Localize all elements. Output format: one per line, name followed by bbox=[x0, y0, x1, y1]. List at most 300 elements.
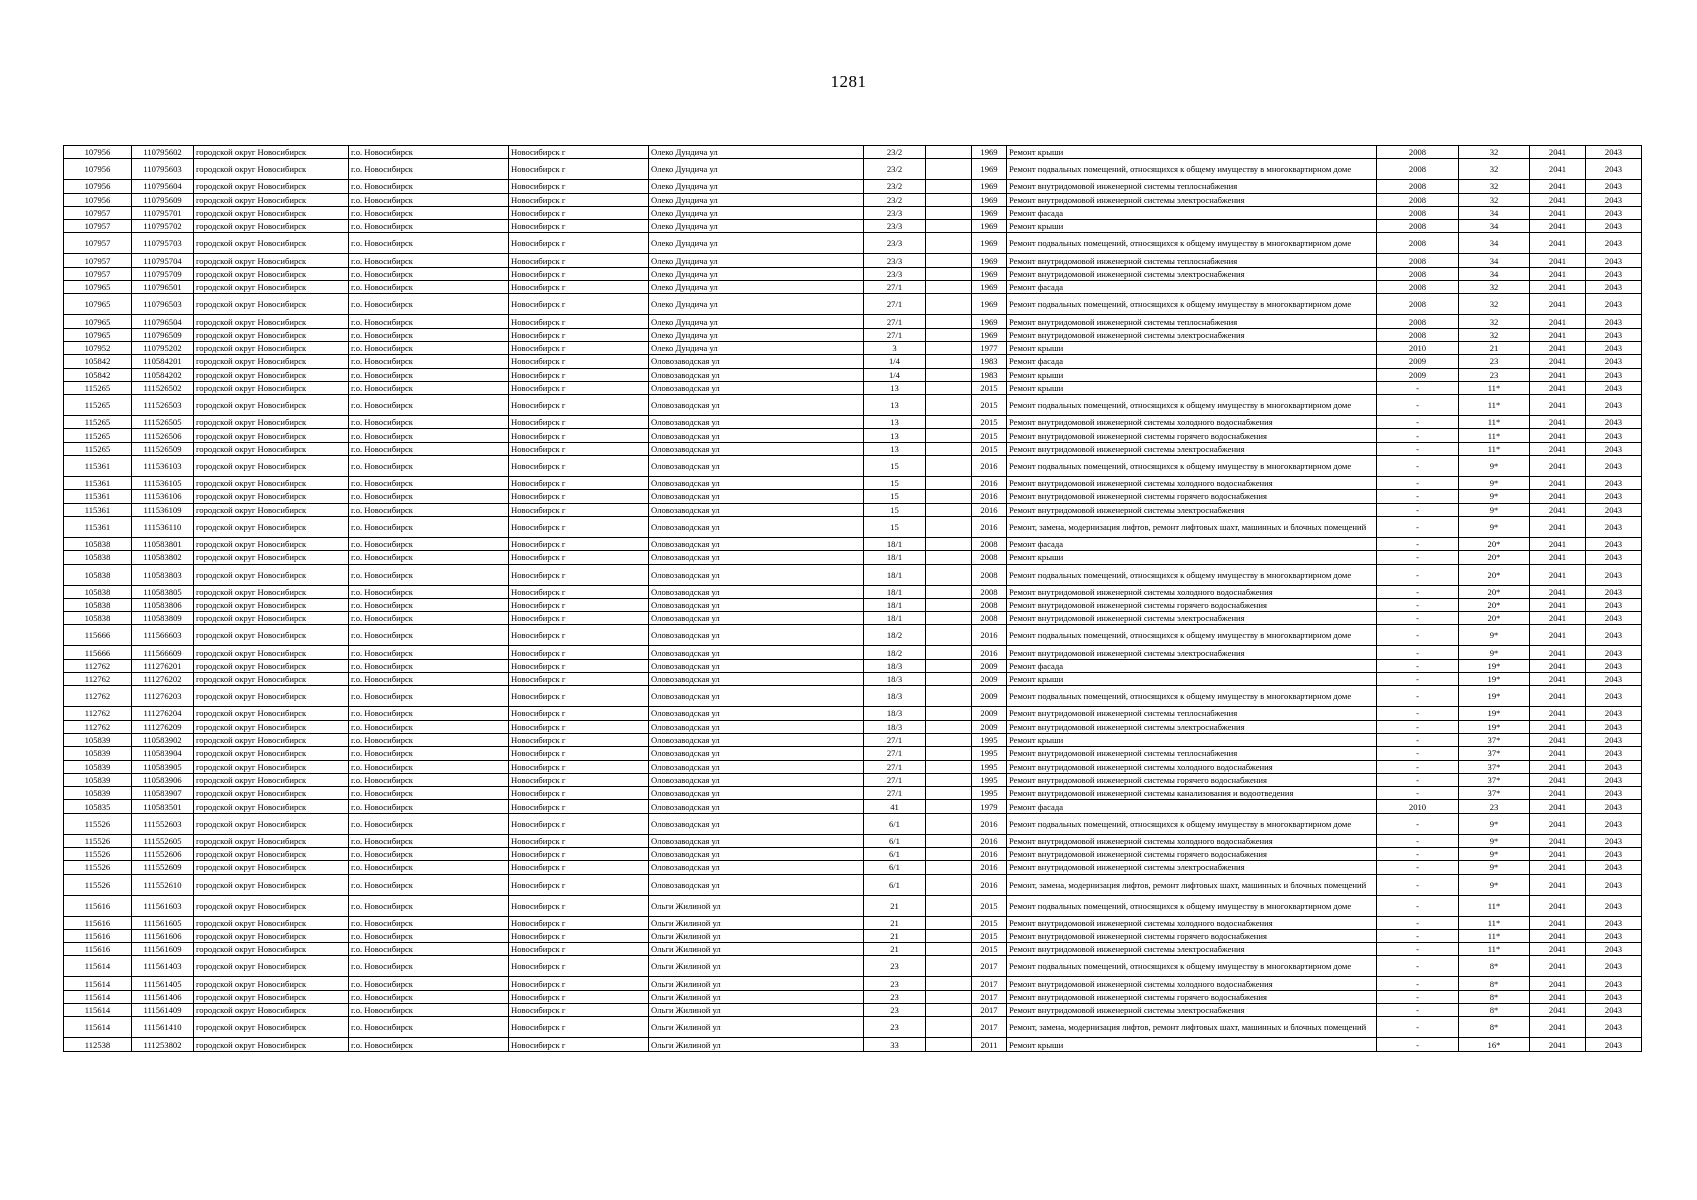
city-cell: Новосибирск г bbox=[509, 956, 649, 977]
wear-cell: 9* bbox=[1459, 516, 1530, 537]
plan-start-cell: 2041 bbox=[1530, 146, 1586, 159]
last-repair-cell: - bbox=[1377, 707, 1459, 720]
plan-end-cell: 2043 bbox=[1586, 442, 1642, 455]
street-cell: Ольги Жилиной ул bbox=[649, 977, 864, 990]
city-cell: Новосибирск г bbox=[509, 456, 649, 477]
plan-end-cell: 2043 bbox=[1586, 760, 1642, 773]
table-row bbox=[64, 1038, 1642, 1051]
house-id-cell: 115526 bbox=[64, 813, 132, 834]
plan-end-cell: 2043 bbox=[1586, 990, 1642, 1003]
plan-end-cell: 2043 bbox=[1586, 707, 1642, 720]
house-number-cell: 18/3 bbox=[864, 720, 926, 733]
city-cell: Новосибирск г bbox=[509, 395, 649, 416]
last-repair-cell: - bbox=[1377, 813, 1459, 834]
work-type-cell: Ремонт фасада bbox=[1007, 281, 1377, 294]
built-year-cell: 2015 bbox=[972, 429, 1007, 442]
street-cell: Оловозаводская ул bbox=[649, 787, 864, 800]
last-repair-cell: - bbox=[1377, 1017, 1459, 1038]
plan-end-cell: 2043 bbox=[1586, 395, 1642, 416]
plan-start-cell: 2041 bbox=[1530, 537, 1586, 550]
plan-end-cell: 2043 bbox=[1586, 416, 1642, 429]
city-cell: Новосибирск г bbox=[509, 180, 649, 193]
work-id-cell: 111552609 bbox=[132, 861, 194, 874]
municipality-cell: городской округ Новосибирск bbox=[194, 673, 349, 686]
work-id-cell: 110583902 bbox=[132, 733, 194, 746]
street-cell: Олеко Дундича ул bbox=[649, 254, 864, 267]
built-year-cell: 2017 bbox=[972, 1004, 1007, 1017]
plan-end-cell: 2043 bbox=[1586, 598, 1642, 611]
built-year-cell: 1995 bbox=[972, 747, 1007, 760]
work-type-cell: Ремонт, замена, модернизация лифтов, ремонт лифтовых шахт, машинных и блочных помещений bbox=[1007, 874, 1377, 895]
house-number-cell: 27/1 bbox=[864, 315, 926, 328]
last-repair-cell: - bbox=[1377, 673, 1459, 686]
municipality-cell: городской округ Новосибирск bbox=[194, 916, 349, 929]
city-cell: Новосибирск г bbox=[509, 193, 649, 206]
city-cell: Новосибирск г bbox=[509, 516, 649, 537]
wear-cell: 9* bbox=[1459, 456, 1530, 477]
plan-end-cell: 2043 bbox=[1586, 341, 1642, 354]
extra-cell bbox=[926, 233, 972, 254]
city-cell: Новосибирск г bbox=[509, 416, 649, 429]
plan-end-cell: 2043 bbox=[1586, 874, 1642, 895]
plan-start-cell: 2041 bbox=[1530, 874, 1586, 895]
table-row bbox=[64, 585, 1642, 598]
plan-end-cell: 2043 bbox=[1586, 612, 1642, 625]
table-row bbox=[64, 720, 1642, 733]
work-id-cell: 110796504 bbox=[132, 315, 194, 328]
table-row bbox=[64, 956, 1642, 977]
work-id-cell: 111561410 bbox=[132, 1017, 194, 1038]
built-year-cell: 1969 bbox=[972, 315, 1007, 328]
plan-end-cell: 2043 bbox=[1586, 916, 1642, 929]
table-row bbox=[64, 315, 1642, 328]
city-cell: Новосибирск г bbox=[509, 281, 649, 294]
work-id-cell: 110795704 bbox=[132, 254, 194, 267]
wear-cell: 20* bbox=[1459, 551, 1530, 564]
work-type-cell: Ремонт крыши bbox=[1007, 146, 1377, 159]
house-id-cell: 105838 bbox=[64, 537, 132, 550]
house-id-cell: 105839 bbox=[64, 733, 132, 746]
built-year-cell: 2016 bbox=[972, 516, 1007, 537]
table-row bbox=[64, 625, 1642, 646]
plan-start-cell: 2041 bbox=[1530, 381, 1586, 394]
house-number-cell: 18/1 bbox=[864, 585, 926, 598]
wear-cell: 23 bbox=[1459, 355, 1530, 368]
built-year-cell: 1969 bbox=[972, 220, 1007, 233]
house-id-cell: 107965 bbox=[64, 281, 132, 294]
house-number-cell: 27/1 bbox=[864, 281, 926, 294]
work-type-cell: Ремонт внутридомовой инженерной системы электроснабжения bbox=[1007, 861, 1377, 874]
house-id-cell: 105838 bbox=[64, 612, 132, 625]
plan-end-cell: 2043 bbox=[1586, 1004, 1642, 1017]
settlement-cell: г.о. Новосибирск bbox=[349, 773, 509, 786]
city-cell: Новосибирск г bbox=[509, 861, 649, 874]
settlement-cell: г.о. Новосибирск bbox=[349, 355, 509, 368]
settlement-cell: г.о. Новосибирск bbox=[349, 233, 509, 254]
municipality-cell: городской округ Новосибирск bbox=[194, 625, 349, 646]
municipality-cell: городской округ Новосибирск bbox=[194, 159, 349, 180]
built-year-cell: 2016 bbox=[972, 625, 1007, 646]
built-year-cell: 1969 bbox=[972, 281, 1007, 294]
table-row bbox=[64, 874, 1642, 895]
street-cell: Оловозаводская ул bbox=[649, 686, 864, 707]
table-row bbox=[64, 916, 1642, 929]
street-cell: Оловозаводская ул bbox=[649, 598, 864, 611]
house-number-cell: 23 bbox=[864, 990, 926, 1003]
work-id-cell: 111276203 bbox=[132, 686, 194, 707]
plan-start-cell: 2041 bbox=[1530, 254, 1586, 267]
work-id-cell: 110583904 bbox=[132, 747, 194, 760]
house-number-cell: 18/1 bbox=[864, 598, 926, 611]
plan-end-cell: 2043 bbox=[1586, 787, 1642, 800]
plan-end-cell: 2043 bbox=[1586, 1017, 1642, 1038]
wear-cell: 20* bbox=[1459, 612, 1530, 625]
wear-cell: 11* bbox=[1459, 395, 1530, 416]
plan-end-cell: 2043 bbox=[1586, 490, 1642, 503]
extra-cell bbox=[926, 598, 972, 611]
extra-cell bbox=[926, 874, 972, 895]
municipality-cell: городской округ Новосибирск bbox=[194, 956, 349, 977]
last-repair-cell: - bbox=[1377, 625, 1459, 646]
extra-cell bbox=[926, 381, 972, 394]
built-year-cell: 2008 bbox=[972, 564, 1007, 585]
municipality-cell: городской округ Новосибирск bbox=[194, 612, 349, 625]
built-year-cell: 2015 bbox=[972, 416, 1007, 429]
house-number-cell: 15 bbox=[864, 516, 926, 537]
municipality-cell: городской округ Новосибирск bbox=[194, 686, 349, 707]
work-type-cell: Ремонт крыши bbox=[1007, 220, 1377, 233]
wear-cell: 34 bbox=[1459, 206, 1530, 219]
house-number-cell: 23/2 bbox=[864, 159, 926, 180]
built-year-cell: 2009 bbox=[972, 659, 1007, 672]
plan-end-cell: 2043 bbox=[1586, 551, 1642, 564]
wear-cell: 19* bbox=[1459, 720, 1530, 733]
city-cell: Новосибирск г bbox=[509, 294, 649, 315]
work-id-cell: 110796509 bbox=[132, 328, 194, 341]
extra-cell bbox=[926, 1038, 972, 1051]
house-id-cell: 105839 bbox=[64, 747, 132, 760]
settlement-cell: г.о. Новосибирск bbox=[349, 294, 509, 315]
table-row bbox=[64, 861, 1642, 874]
city-cell: Новосибирск г bbox=[509, 564, 649, 585]
city-cell: Новосибирск г bbox=[509, 328, 649, 341]
plan-start-cell: 2041 bbox=[1530, 847, 1586, 860]
work-type-cell: Ремонт подвальных помещений, относящихся к общему имуществу в многоквартирном доме bbox=[1007, 625, 1377, 646]
last-repair-cell: 2008 bbox=[1377, 328, 1459, 341]
plan-end-cell: 2043 bbox=[1586, 895, 1642, 916]
settlement-cell: г.о. Новосибирск bbox=[349, 159, 509, 180]
wear-cell: 32 bbox=[1459, 328, 1530, 341]
settlement-cell: г.о. Новосибирск bbox=[349, 813, 509, 834]
municipality-cell: городской округ Новосибирск bbox=[194, 341, 349, 354]
plan-start-cell: 2041 bbox=[1530, 916, 1586, 929]
house-id-cell: 112538 bbox=[64, 1038, 132, 1051]
last-repair-cell: - bbox=[1377, 861, 1459, 874]
work-id-cell: 110795604 bbox=[132, 180, 194, 193]
street-cell: Ольги Жилиной ул bbox=[649, 943, 864, 956]
extra-cell bbox=[926, 220, 972, 233]
plan-start-cell: 2041 bbox=[1530, 990, 1586, 1003]
last-repair-cell: 2008 bbox=[1377, 193, 1459, 206]
work-id-cell: 111561606 bbox=[132, 929, 194, 942]
work-id-cell: 111552605 bbox=[132, 834, 194, 847]
city-cell: Новосибирск г bbox=[509, 598, 649, 611]
plan-end-cell: 2043 bbox=[1586, 585, 1642, 598]
house-id-cell: 115265 bbox=[64, 381, 132, 394]
work-id-cell: 111526506 bbox=[132, 429, 194, 442]
wear-cell: 32 bbox=[1459, 281, 1530, 294]
built-year-cell: 2016 bbox=[972, 503, 1007, 516]
work-type-cell: Ремонт внутридомовой инженерной системы электроснабжения bbox=[1007, 503, 1377, 516]
last-repair-cell: - bbox=[1377, 429, 1459, 442]
house-id-cell: 107956 bbox=[64, 146, 132, 159]
house-id-cell: 105835 bbox=[64, 800, 132, 813]
wear-cell: 21 bbox=[1459, 341, 1530, 354]
extra-cell bbox=[926, 537, 972, 550]
municipality-cell: городской округ Новосибирск bbox=[194, 416, 349, 429]
plan-start-cell: 2041 bbox=[1530, 977, 1586, 990]
table-row bbox=[64, 233, 1642, 254]
built-year-cell: 2008 bbox=[972, 551, 1007, 564]
plan-start-cell: 2041 bbox=[1530, 233, 1586, 254]
plan-end-cell: 2043 bbox=[1586, 281, 1642, 294]
plan-start-cell: 2041 bbox=[1530, 1017, 1586, 1038]
plan-start-cell: 2041 bbox=[1530, 1004, 1586, 1017]
built-year-cell: 2009 bbox=[972, 686, 1007, 707]
work-type-cell: Ремонт внутридомовой инженерной системы горячего водоснабжения bbox=[1007, 773, 1377, 786]
built-year-cell: 2016 bbox=[972, 646, 1007, 659]
house-number-cell: 23/3 bbox=[864, 254, 926, 267]
municipality-cell: городской округ Новосибирск bbox=[194, 747, 349, 760]
extra-cell bbox=[926, 834, 972, 847]
extra-cell bbox=[926, 800, 972, 813]
work-id-cell: 110796503 bbox=[132, 294, 194, 315]
extra-cell bbox=[926, 551, 972, 564]
work-type-cell: Ремонт внутридомовой инженерной системы электроснабжения bbox=[1007, 943, 1377, 956]
work-type-cell: Ремонт, замена, модернизация лифтов, ремонт лифтовых шахт, машинных и блочных помещений bbox=[1007, 516, 1377, 537]
house-id-cell: 115265 bbox=[64, 416, 132, 429]
work-id-cell: 110583501 bbox=[132, 800, 194, 813]
work-type-cell: Ремонт внутридомовой инженерной системы холодного водоснабжения bbox=[1007, 477, 1377, 490]
wear-cell: 34 bbox=[1459, 233, 1530, 254]
plan-start-cell: 2041 bbox=[1530, 180, 1586, 193]
settlement-cell: г.о. Новосибирск bbox=[349, 659, 509, 672]
extra-cell bbox=[926, 895, 972, 916]
municipality-cell: городской округ Новосибирск bbox=[194, 381, 349, 394]
settlement-cell: г.о. Новосибирск bbox=[349, 1004, 509, 1017]
work-id-cell: 110584201 bbox=[132, 355, 194, 368]
work-id-cell: 111526509 bbox=[132, 442, 194, 455]
last-repair-cell: - bbox=[1377, 551, 1459, 564]
table-row bbox=[64, 193, 1642, 206]
wear-cell: 19* bbox=[1459, 707, 1530, 720]
last-repair-cell: 2008 bbox=[1377, 180, 1459, 193]
work-type-cell: Ремонт крыши bbox=[1007, 368, 1377, 381]
settlement-cell: г.о. Новосибирск bbox=[349, 537, 509, 550]
municipality-cell: городской округ Новосибирск bbox=[194, 659, 349, 672]
street-cell: Оловозаводская ул bbox=[649, 429, 864, 442]
extra-cell bbox=[926, 929, 972, 942]
work-type-cell: Ремонт внутридомовой инженерной системы горячего водоснабжения bbox=[1007, 990, 1377, 1003]
plan-start-cell: 2041 bbox=[1530, 368, 1586, 381]
last-repair-cell: 2008 bbox=[1377, 159, 1459, 180]
municipality-cell: городской округ Новосибирск bbox=[194, 834, 349, 847]
street-cell: Оловозаводская ул bbox=[649, 381, 864, 394]
city-cell: Новосибирск г bbox=[509, 760, 649, 773]
plan-end-cell: 2043 bbox=[1586, 206, 1642, 219]
house-number-cell: 18/3 bbox=[864, 659, 926, 672]
last-repair-cell: - bbox=[1377, 503, 1459, 516]
plan-end-cell: 2043 bbox=[1586, 625, 1642, 646]
municipality-cell: городской округ Новосибирск bbox=[194, 516, 349, 537]
plan-start-cell: 2041 bbox=[1530, 395, 1586, 416]
last-repair-cell: 2008 bbox=[1377, 315, 1459, 328]
built-year-cell: 2009 bbox=[972, 673, 1007, 686]
last-repair-cell: - bbox=[1377, 773, 1459, 786]
city-cell: Новосибирск г bbox=[509, 220, 649, 233]
municipality-cell: городской округ Новосибирск bbox=[194, 315, 349, 328]
extra-cell bbox=[926, 516, 972, 537]
plan-start-cell: 2041 bbox=[1530, 503, 1586, 516]
wear-cell: 20* bbox=[1459, 564, 1530, 585]
extra-cell bbox=[926, 612, 972, 625]
settlement-cell: г.о. Новосибирск bbox=[349, 720, 509, 733]
settlement-cell: г.о. Новосибирск bbox=[349, 146, 509, 159]
built-year-cell: 2016 bbox=[972, 456, 1007, 477]
wear-cell: 8* bbox=[1459, 956, 1530, 977]
settlement-cell: г.о. Новосибирск bbox=[349, 516, 509, 537]
work-id-cell: 110583806 bbox=[132, 598, 194, 611]
house-id-cell: 107956 bbox=[64, 193, 132, 206]
plan-start-cell: 2041 bbox=[1530, 355, 1586, 368]
city-cell: Новосибирск г bbox=[509, 813, 649, 834]
table-row bbox=[64, 368, 1642, 381]
house-number-cell: 23/3 bbox=[864, 267, 926, 280]
plan-end-cell: 2043 bbox=[1586, 720, 1642, 733]
extra-cell bbox=[926, 673, 972, 686]
wear-cell: 37* bbox=[1459, 773, 1530, 786]
house-id-cell: 115361 bbox=[64, 477, 132, 490]
house-id-cell: 115526 bbox=[64, 834, 132, 847]
house-number-cell: 6/1 bbox=[864, 847, 926, 860]
extra-cell bbox=[926, 773, 972, 786]
municipality-cell: городской округ Новосибирск bbox=[194, 442, 349, 455]
city-cell: Новосибирск г bbox=[509, 800, 649, 813]
settlement-cell: г.о. Новосибирск bbox=[349, 368, 509, 381]
street-cell: Оловозаводская ул bbox=[649, 442, 864, 455]
last-repair-cell: - bbox=[1377, 442, 1459, 455]
street-cell: Олеко Дундича ул bbox=[649, 341, 864, 354]
work-id-cell: 111552603 bbox=[132, 813, 194, 834]
plan-end-cell: 2043 bbox=[1586, 503, 1642, 516]
municipality-cell: городской округ Новосибирск bbox=[194, 800, 349, 813]
settlement-cell: г.о. Новосибирск bbox=[349, 929, 509, 942]
house-number-cell: 23/2 bbox=[864, 193, 926, 206]
built-year-cell: 2017 bbox=[972, 956, 1007, 977]
street-cell: Оловозаводская ул bbox=[649, 551, 864, 564]
plan-start-cell: 2041 bbox=[1530, 294, 1586, 315]
built-year-cell: 2016 bbox=[972, 874, 1007, 895]
plan-end-cell: 2043 bbox=[1586, 254, 1642, 267]
city-cell: Новосибирск г bbox=[509, 159, 649, 180]
house-number-cell: 13 bbox=[864, 442, 926, 455]
plan-start-cell: 2041 bbox=[1530, 800, 1586, 813]
wear-cell: 19* bbox=[1459, 673, 1530, 686]
last-repair-cell: 2008 bbox=[1377, 294, 1459, 315]
last-repair-cell: - bbox=[1377, 537, 1459, 550]
plan-start-cell: 2041 bbox=[1530, 490, 1586, 503]
work-type-cell: Ремонт внутридомовой инженерной системы горячего водоснабжения bbox=[1007, 598, 1377, 611]
house-number-cell: 18/3 bbox=[864, 673, 926, 686]
built-year-cell: 1969 bbox=[972, 159, 1007, 180]
house-number-cell: 23/3 bbox=[864, 233, 926, 254]
city-cell: Новосибирск г bbox=[509, 612, 649, 625]
street-cell: Олеко Дундича ул bbox=[649, 159, 864, 180]
work-type-cell: Ремонт внутридомовой инженерной системы теплоснабжения bbox=[1007, 315, 1377, 328]
street-cell: Оловозаводская ул bbox=[649, 368, 864, 381]
work-type-cell: Ремонт крыши bbox=[1007, 341, 1377, 354]
plan-start-cell: 2041 bbox=[1530, 220, 1586, 233]
table-row bbox=[64, 787, 1642, 800]
plan-end-cell: 2043 bbox=[1586, 233, 1642, 254]
house-id-cell: 115616 bbox=[64, 943, 132, 956]
house-number-cell: 6/1 bbox=[864, 861, 926, 874]
plan-end-cell: 2043 bbox=[1586, 673, 1642, 686]
extra-cell bbox=[926, 368, 972, 381]
street-cell: Олеко Дундича ул bbox=[649, 233, 864, 254]
last-repair-cell: - bbox=[1377, 943, 1459, 956]
house-number-cell: 18/1 bbox=[864, 551, 926, 564]
plan-end-cell: 2043 bbox=[1586, 368, 1642, 381]
plan-start-cell: 2041 bbox=[1530, 625, 1586, 646]
city-cell: Новосибирск г bbox=[509, 990, 649, 1003]
street-cell: Оловозаводская ул bbox=[649, 585, 864, 598]
table-row bbox=[64, 381, 1642, 394]
city-cell: Новосибирск г bbox=[509, 773, 649, 786]
last-repair-cell: 2009 bbox=[1377, 368, 1459, 381]
plan-start-cell: 2041 bbox=[1530, 956, 1586, 977]
house-id-cell: 107956 bbox=[64, 159, 132, 180]
work-id-cell: 111566609 bbox=[132, 646, 194, 659]
work-type-cell: Ремонт внутридомовой инженерной системы электроснабжения bbox=[1007, 193, 1377, 206]
street-cell: Оловозаводская ул bbox=[649, 395, 864, 416]
built-year-cell: 2015 bbox=[972, 395, 1007, 416]
work-type-cell: Ремонт внутридомовой инженерной системы горячего водоснабжения bbox=[1007, 429, 1377, 442]
built-year-cell: 2015 bbox=[972, 916, 1007, 929]
street-cell: Олеко Дундича ул bbox=[649, 281, 864, 294]
house-number-cell: 23 bbox=[864, 977, 926, 990]
last-repair-cell: - bbox=[1377, 564, 1459, 585]
work-id-cell: 111276209 bbox=[132, 720, 194, 733]
municipality-cell: городской округ Новосибирск bbox=[194, 254, 349, 267]
street-cell: Оловозаводская ул bbox=[649, 416, 864, 429]
plan-start-cell: 2041 bbox=[1530, 720, 1586, 733]
built-year-cell: 1969 bbox=[972, 180, 1007, 193]
extra-cell bbox=[926, 943, 972, 956]
table-row bbox=[64, 659, 1642, 672]
plan-start-cell: 2041 bbox=[1530, 429, 1586, 442]
settlement-cell: г.о. Новосибирск bbox=[349, 1017, 509, 1038]
last-repair-cell: - bbox=[1377, 990, 1459, 1003]
last-repair-cell: 2010 bbox=[1377, 341, 1459, 354]
plan-end-cell: 2043 bbox=[1586, 686, 1642, 707]
repair-schedule-table bbox=[63, 145, 1642, 1052]
settlement-cell: г.о. Новосибирск bbox=[349, 707, 509, 720]
house-id-cell: 105838 bbox=[64, 564, 132, 585]
plan-start-cell: 2041 bbox=[1530, 659, 1586, 672]
built-year-cell: 1969 bbox=[972, 193, 1007, 206]
built-year-cell: 2015 bbox=[972, 943, 1007, 956]
